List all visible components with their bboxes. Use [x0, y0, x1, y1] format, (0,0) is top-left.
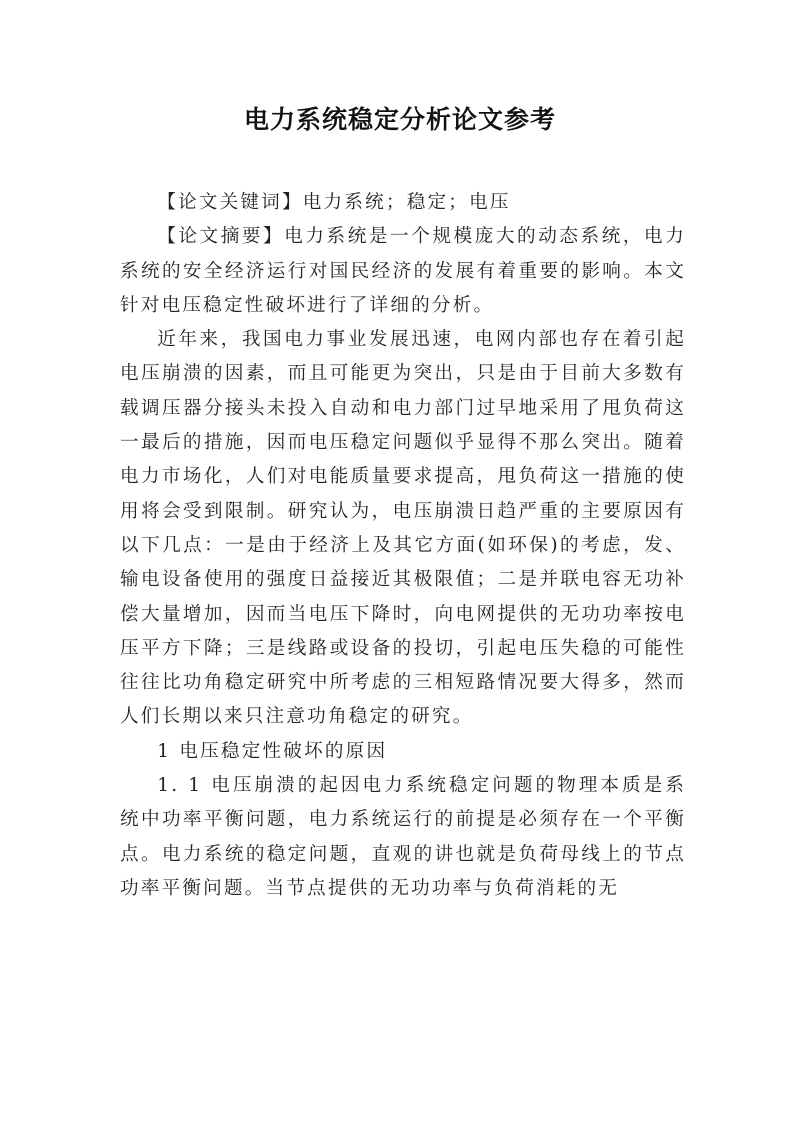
abstract-paragraph: 【论文摘要】电力系统是一个规模庞大的动态系统，电力系统的安全经济运行对国民经济的发展有着重要的影响。本文针对电压稳定性破坏进行了详细的分析。 — [120, 226, 686, 316]
keywords-paragraph: 【论文关键词】电力系统；稳定；电压 — [157, 192, 511, 213]
intro-paragraph: 近年来，我国电力事业发展迅速，电网内部也存在着引起电压崩溃的因素，而且可能更为突出，只是由于目前大多数有载调压器分接头未投入自动和电力部门过早地采用了甩负荷这一最后的措施，因而电压稳定问题似乎显得不那么突出。随着电力市场化，人们对电能质量要求提高，甩负荷这一措施的使用将会受到限制。研究认为，电压崩溃日趋严重的主要原因有以下几点：一是由于经济上及其它方面(如环保)的考虑，发、输电设备使用的强度日益接近其极限值；二是并联电容无功补偿大量增加，因而当电压下降时，向电网提供的无功功率按电压平方下降；三是线路或设备的投切，引起电压失稳的可能性往往比功角稳定研究中所考虑的三相短路情况要大得多，然而人们长期以来只注意功角稳定的研究。 — [120, 329, 686, 728]
section-heading: 1 电压稳定性破坏的原因 — [157, 740, 388, 762]
section-1-1-paragraph: 1. 1 电压崩溃的起因电力系统稳定问题的物理本质是系统中功率平衡问题，电力系统运行的前提是必须存在一个平衡点。电力系统的稳定问题，直观的讲也就是负荷母线上的节点功率平衡问题。当节点提供的无功功率与负荷消耗的无 — [120, 775, 686, 899]
document-title: 电力系统稳定分析论文参考 — [243, 105, 556, 134]
document-body — [120, 186, 686, 906]
